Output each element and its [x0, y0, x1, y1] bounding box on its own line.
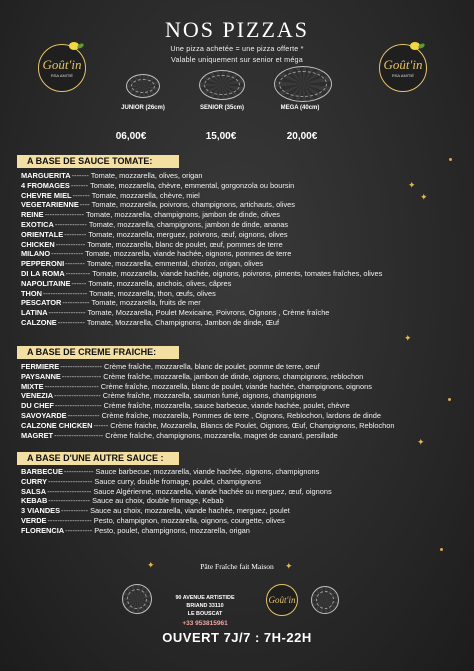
menu-item: [21, 269, 464, 279]
pizza-name: MILANO: [21, 249, 51, 259]
pizza-ingredients: Crème fraîche, mozzarella, blanc de poulet, viande hachée, champignons, oignons: [100, 381, 372, 391]
pizza-ingredients: Tomate, mozzarella, chèvre, emmental, gorgonzola ou boursin: [90, 180, 295, 190]
pizza-senior-icon: [199, 70, 245, 100]
leader-dashes: -----------------: [48, 496, 91, 506]
menu-item: [21, 279, 464, 289]
leader-dashes: -------------: [51, 249, 84, 259]
pizza-ingredients: Tomate, mozzarella, emmental, chorizo, origan, olives: [86, 259, 264, 269]
menu-item: [21, 200, 464, 210]
leader-dashes: ---------------: [48, 308, 86, 318]
price-mega: 20,00€: [286, 131, 318, 142]
leader-dashes: -------------: [67, 410, 100, 420]
leader-dashes: ----------------: [44, 210, 84, 220]
pizza-junior-icon: [126, 74, 160, 98]
leader-dashes: --------------------: [54, 430, 104, 440]
menu-item: [21, 391, 464, 401]
menu-list-creme: [21, 362, 464, 440]
menu-list-autre: [21, 467, 464, 536]
price-senior: 15,00€: [205, 131, 237, 142]
section-heading-tomate: A BASE DE SAUCE TOMATE:: [17, 155, 179, 168]
pizza-name: SAVOYARDE: [21, 410, 67, 420]
pizza-name: PESCATOR: [21, 298, 62, 308]
menu-item: [21, 318, 464, 328]
pizza-name: CALZONE: [21, 317, 57, 327]
footer-tagline: Pâte Fraîche fait Maison: [200, 562, 274, 571]
leader-dashes: ------------------: [47, 515, 92, 525]
pizza-ingredients: Tomate, mozzarella, chèvre, miel: [91, 190, 200, 200]
leader-dashes: -----------: [62, 298, 90, 308]
pizza-name: SALSA: [21, 486, 47, 496]
menu-item: [21, 171, 464, 181]
leader-dashes: ------: [93, 420, 109, 430]
pizza-name: ORIENTALE: [21, 229, 64, 239]
leader-dashes: ------------------: [48, 476, 93, 486]
pizza-ingredients: Sauce Algérienne, mozzarella, viande hachée ou merguez, œuf, oignons: [93, 486, 332, 496]
pizza-ingredients: Tomate, Mozzarella, Poulet Mexicaine, Poivrons, Oignons , Crème fraîche: [87, 308, 330, 318]
sparkle-icon: [448, 398, 451, 401]
price-junior: 06,00€: [115, 131, 147, 142]
menu-item: [21, 411, 464, 421]
menu-item: [21, 506, 464, 516]
pizza-ingredients: Tomate, mozzarella, champignons, jambon de dinde, olives: [85, 210, 280, 220]
leader-dashes: -------------------: [54, 391, 101, 401]
section-heading-autre: A BASE D'UNE AUTRE SAUCE :: [17, 452, 179, 465]
pizza-name: BARBECUE: [21, 467, 63, 476]
leader-dashes: ------------------: [47, 486, 92, 496]
pizza-ingredients: Crème fraîche, mozzarella, saumon fumé, oignons, champignons: [102, 391, 317, 401]
menu-item: [21, 240, 464, 250]
leader-dashes: -------------: [54, 219, 87, 229]
pizza-ingredients: Tomate, mozzarella, olives, origan: [90, 171, 203, 180]
leader-dashes: -------: [70, 180, 89, 190]
pizza-name: THON: [21, 288, 42, 298]
menu-item: [21, 259, 464, 269]
pizza-footer-left-icon: [122, 584, 152, 614]
logo-brand: Goût'in: [383, 57, 423, 72]
pizza-ingredients: Crème fraîche, mozzarella, jambon de dinde, oignons, champignons, reblochon: [103, 371, 364, 381]
pizza-ingredients: Crème fraîche, mozzarella, blanc de poulet, pomme de terre, oeuf: [104, 362, 320, 371]
promo-condition: Valable uniquement sur senior et méga: [171, 55, 303, 64]
menu-item: [21, 249, 464, 259]
menu-item: [21, 298, 464, 308]
menu-item: [21, 230, 464, 240]
pizza-name: CALZONE CHICKEN: [21, 420, 93, 430]
pizza-ingredients: Crème fraîche, champignons, mozzarella, magret de canard, persillade: [105, 430, 338, 440]
logo-right: [379, 44, 427, 92]
sparkle-icon: [449, 158, 452, 161]
menu-item: [21, 181, 464, 191]
menu-item: [21, 382, 464, 392]
pizza-name: LATINA: [21, 308, 48, 318]
leader-dashes: ----------------------: [44, 381, 99, 391]
section-heading-creme: A BASE DE CREME FRAICHE:: [17, 346, 179, 359]
leader-dashes: -------------------: [54, 401, 102, 411]
size-senior: SENIOR (35cm): [199, 105, 244, 111]
star-icon: ✦: [285, 561, 293, 571]
menu-item: [21, 477, 464, 487]
address-line-1: 90 AVENUE ARTISTIDE: [175, 595, 235, 601]
menu-item: [21, 289, 464, 299]
leader-dashes: ----------------: [61, 371, 102, 381]
address-line-2: BRIAND 33110: [186, 603, 224, 609]
leader-dashes: -----------------: [60, 362, 103, 371]
logo-subtitle: RSA AMITIÉ: [391, 73, 415, 78]
logo-brand: Goût'in: [42, 57, 82, 72]
leader-dashes: -----------: [61, 506, 89, 516]
pizza-name: VEGETARIENNE: [21, 200, 79, 210]
pizza-ingredients: Sauce au choix, double fromage, Kebab: [92, 496, 224, 506]
pizza-ingredients: Tomate, mozzarella, champignons, jambon de dinde, ananas: [88, 219, 289, 229]
pizza-name: CHICKEN: [21, 239, 55, 249]
pizza-ingredients: Tomate, mozzarella, thon, œufs, olives: [89, 288, 216, 298]
pizza-name: FERMIERE: [21, 362, 60, 371]
pizza-name: CHEVRE MIEL: [21, 190, 72, 200]
pizza-ingredients: Tomate, mozzarella, fruits de mer: [91, 298, 201, 308]
leader-dashes: ----------: [65, 268, 91, 278]
pizza-ingredients: Tomate, mozzarella, blanc de poulet, œuf, pommes de terre: [87, 239, 283, 249]
address-line-3: LE BOUSCAT: [187, 611, 223, 617]
pizza-name: DI LA ROMA: [21, 268, 65, 278]
leader-dashes: ------------------: [42, 288, 88, 298]
pizza-name: MIXTE: [21, 381, 44, 391]
pizza-ingredients: Tomate, mozzarella, anchois, olives, câpres: [88, 278, 232, 288]
leader-dashes: -----------: [65, 525, 93, 535]
menu-item: [21, 526, 464, 536]
logo-brand: Goût'in: [268, 594, 296, 605]
pizza-name: 3 VIANDES: [21, 506, 61, 516]
leader-dashes: -------: [72, 190, 90, 200]
star-icon: ✦: [408, 180, 416, 190]
pizza-ingredients: Tomate, mozzarella, viande hachée, oignons, pommes de terre: [85, 249, 292, 259]
sparkle-icon: [440, 548, 443, 551]
pizza-name: PAYSANNE: [21, 371, 61, 381]
leader-dashes: ------------: [63, 467, 94, 476]
menu-item: [21, 191, 464, 201]
pizza-name: NAPOLITAINE: [21, 278, 71, 288]
leader-dashes: ---------: [64, 229, 87, 239]
menu-item: [21, 308, 464, 318]
star-icon: ✦: [420, 192, 428, 202]
menu-item: [21, 210, 464, 220]
pizza-name: CURRY: [21, 476, 48, 486]
pizza-ingredients: Sauce curry, double fromage, poulet, champignons: [94, 476, 261, 486]
star-icon: ✦: [417, 437, 425, 447]
pizza-name: 4 FROMAGES: [21, 180, 70, 190]
menu-item: [21, 372, 464, 382]
menu-item: [21, 421, 464, 431]
leader-dashes: ------: [71, 278, 87, 288]
pizza-ingredients: Pesto, champignon, mozzarella, oignons, courgette, olives: [93, 515, 285, 525]
leader-dashes: ----: [79, 200, 90, 210]
star-icon: ✦: [147, 560, 155, 570]
menu-item: [21, 401, 464, 411]
menu-item: [21, 467, 464, 477]
pizza-ingredients: Pesto, poulet, champignons, mozzarella, origan: [94, 525, 250, 535]
size-junior: JUNIOR (26cm): [121, 105, 165, 111]
pizza-ingredients: Crème fraiche, Mozzarella, Blancs de Poulet, Oignons, Œuf, Champignons, Reblochon: [110, 420, 395, 430]
pizza-name: REINE: [21, 210, 44, 220]
leader-dashes: --------: [65, 259, 85, 269]
menu-item: [21, 431, 464, 441]
pizza-ingredients: Sauce barbecue, mozzarella, viande hachée, oignons, champignons: [95, 467, 320, 476]
size-mega: MEGA (40cm): [280, 105, 320, 111]
leader-dashes: ------------: [55, 239, 86, 249]
page-title: NOS PIZZAS: [164, 17, 310, 42]
pizza-ingredients: Crème fraîche, mozzarella, sauce barbecue, viande hachée, poulet, chèvre: [103, 401, 350, 411]
pizza-ingredients: Tomate, mozzarella, poivrons, champignons, artichauts, olives: [91, 200, 295, 210]
leader-dashes: -----------: [57, 317, 85, 327]
pizza-ingredients: Tomate, Mozzarella, Champignons, Jambon de dinde, Œuf: [86, 317, 280, 327]
logo-footer: [266, 584, 298, 616]
phone-number[interactable]: +33 953815961: [182, 620, 228, 627]
pizza-name: PEPPERONI: [21, 259, 65, 269]
pizza-footer-right-icon: [311, 586, 339, 614]
menu-list-tomate: [21, 171, 464, 328]
logo-left: [38, 44, 86, 92]
pizza-ingredients: Sauce au choix, mozzarella, viande hachée, merguez, poulet: [90, 506, 290, 516]
opening-hours: OUVERT 7J/7 : 7H-22H: [162, 630, 312, 645]
pizza-name: DU CHEF: [21, 401, 54, 411]
logo-subtitle: RSA AMITIÉ: [50, 73, 74, 78]
promo-line: Une pizza achetée = une pizza offerte *: [170, 44, 304, 53]
pizza-ingredients: Tomate, mozzarella, merguez, poivrons, œuf, oignons, olives: [88, 229, 288, 239]
pizza-name: EXOTICA: [21, 219, 54, 229]
menu-item: [21, 362, 464, 372]
pizza-mega-icon: [274, 66, 332, 102]
menu-item: [21, 487, 464, 497]
menu-item: [21, 220, 464, 230]
pizza-name: MARGUERITA: [21, 171, 71, 180]
menu-item: [21, 516, 464, 526]
pizza-ingredients: Crème fraîche, mozzarella, Pommes de terre , Oignons, Reblochon, lardons de dinde: [101, 410, 381, 420]
star-icon: ✦: [404, 333, 412, 343]
pizza-ingredients: Tomate, mozzarella, viande hachée, oignons, poivrons, piments, tomates fraîches, olives: [92, 268, 383, 278]
pizza-name: MAGRET: [21, 430, 54, 440]
pizza-name: VERDE: [21, 515, 47, 525]
pizza-name: KEBAB: [21, 496, 48, 506]
pizza-name: FLORENCIA: [21, 525, 65, 535]
leader-dashes: -------: [71, 171, 89, 180]
pizza-name: VENEZIA: [21, 391, 54, 401]
menu-item: [21, 496, 464, 506]
